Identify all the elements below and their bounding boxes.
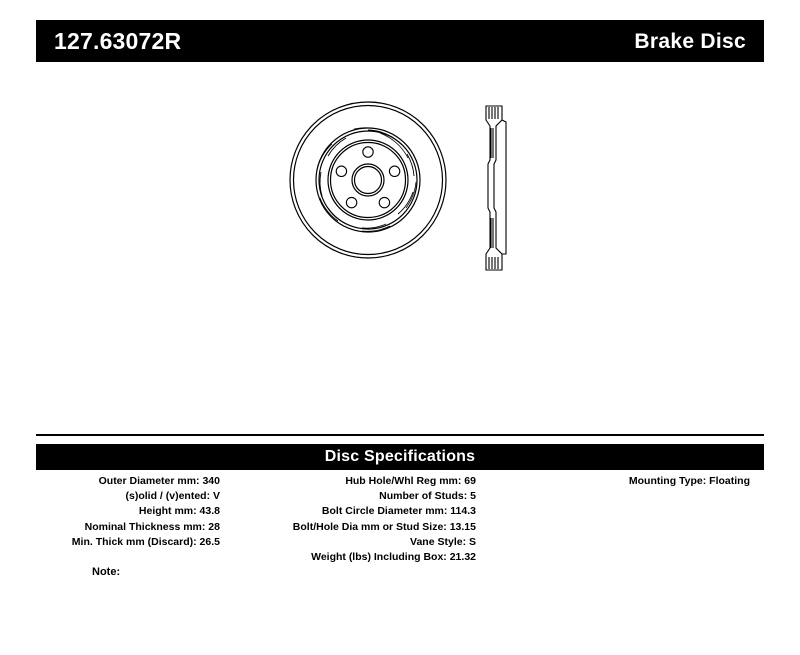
spec-item: Nominal Thickness mm: 28	[84, 520, 220, 533]
spec-item: (s)olid / (v)ented: V	[125, 490, 220, 503]
product-type: Brake Disc	[634, 29, 746, 53]
spec-item: Weight (lbs) Including Box: 21.32	[311, 551, 476, 564]
spec-column-middle	[228, 474, 484, 565]
spec-item: Hub Hole/Whl Reg mm: 69	[345, 475, 476, 487]
rotor-face-diagram	[288, 100, 448, 265]
spec-title: Disc Specifications	[324, 448, 476, 465]
drawing-area	[36, 80, 764, 380]
spec-item: Mounting Type: Floating	[628, 475, 750, 487]
spec-item: Min. Thick mm (Discard): 26.5	[71, 535, 220, 548]
spec-column-right	[484, 474, 764, 489]
spec-columns	[36, 474, 764, 565]
spec-item: Bolt Circle Diameter mm: 114.3	[321, 505, 476, 518]
spec-column-left	[36, 474, 228, 550]
header-bar	[36, 20, 764, 62]
spec-item: Height mm: 43.8	[138, 505, 220, 518]
part-number: 127.63072R	[54, 27, 182, 54]
spec-item: Bolt/Hole Dia mm or Stud Size: 13.15	[292, 520, 476, 533]
spec-item: Vane Style: S	[410, 535, 476, 548]
spec-item: Outer Diameter mm: 340	[98, 475, 220, 487]
note-label: Note:	[92, 566, 121, 578]
spec-divider	[36, 434, 764, 436]
spec-title-bar	[36, 444, 764, 470]
spec-item: Number of Studs: 5	[379, 490, 476, 503]
rotor-edge-diagram	[472, 98, 522, 283]
